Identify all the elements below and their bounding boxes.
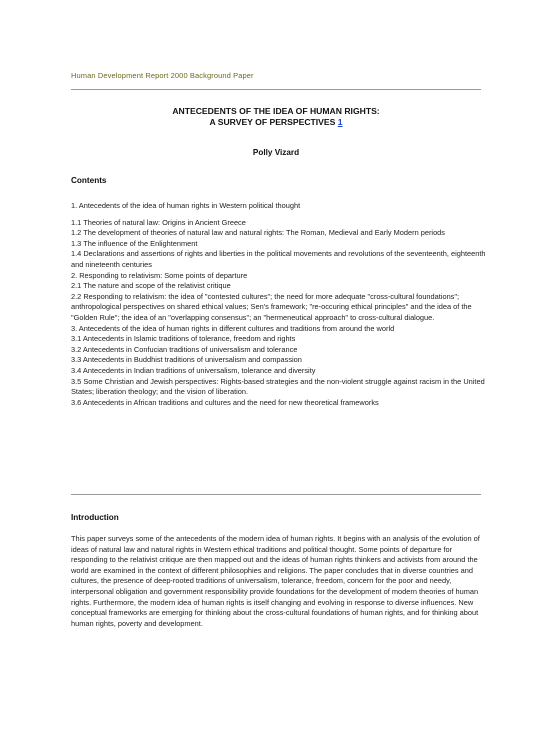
- toc-item: 2.1 The nature and scope of the relativist critique: [71, 281, 231, 291]
- toc-item: 3.4 Antecedents in Indian traditions of universalism, tolerance and diversity: [71, 365, 316, 375]
- toc-item: 1.3 The influence of the Enlightenment: [71, 238, 198, 248]
- title-line-2-text: A SURVEY OF PERSPECTIVES: [209, 117, 336, 127]
- toc-item: 1. Antecedents of the idea of human rights in Western political thought: [71, 201, 301, 210]
- toc-item: 3.5 Some Christian and Jewish perspectives: Rights-based strategies and the non-violent struggle against racism in the United States; liberation theology; and the vision of liberation.: [71, 376, 485, 397]
- introduction-heading: Introduction: [71, 513, 119, 522]
- document-title: [71, 106, 481, 128]
- footnote-link[interactable]: 1: [337, 117, 343, 127]
- middle-divider: [71, 494, 481, 495]
- toc-item: 1.4 Declarations and assertions of rights and liberties in the political movements and revolutions of the seventeenth, eighteenth and nineteenth centuries: [71, 249, 486, 269]
- title-line-2: [71, 117, 481, 128]
- author-name: Polly Vizard: [252, 148, 300, 157]
- table-of-contents: [71, 201, 491, 408]
- toc-item: 1.2 The development of theories of natural law and natural rights: The Roman, Medieval and Early Modern periods: [71, 228, 445, 238]
- toc-item: 2.2 Responding to relativism: the idea of "contested cultures"; the need for more adequate "cross-cultural foundations"; anthropological perspectives on shared ethical values; Sen's framework; "re-occuring ethical principles" and the idea of the "Golden Rule"; the idea of an "overlapping consensus"; an "hermeneutical approach" to cross-cultural dialogue.: [71, 291, 472, 322]
- top-divider: [71, 89, 481, 90]
- title-line-1: ANTECEDENTS OF THE IDEA OF HUMAN RIGHTS:: [172, 106, 380, 116]
- toc-item: 3.6 Antecedents in African traditions and cultures and the need for new theoretical frameworks: [71, 397, 379, 407]
- toc-item: 3. Antecedents of the idea of human rights in different cultures and traditions from around the world: [71, 323, 395, 333]
- toc-item: 2. Responding to relativism: Some points of departure: [71, 270, 248, 280]
- toc-item: 3.2 Antecedents in Confucian traditions of universalism and tolerance: [71, 344, 298, 354]
- introduction-body: This paper surveys some of the antecedents of the modern idea of human rights. It begins with an analysis of the evolution of ideas of natural law and natural rights in Western ethical traditions and political thought. Some points of departure for responding to the relativist critique are then mapped out and the ideas of human rights thinkers and activists from around the world are examined in the context of different philosophies and religions. The paper concludes that in diverse countries and cultures, the presence of deep-rooted traditions of universalism, tolerance, freedom, concern for the poor and needy, interpersonal obligation and government responsibility provide foundations for the development of modern theories of human rights. Furthermore, the modern idea of human rights is itself changing and evolving in response to diverse influences. New conceptual frameworks are emerging for thinking about the cross-cultural foundations of human rights, and for thinking about human rights, poverty and development.: [71, 534, 480, 628]
- toc-item: 3.1 Antecedents in Islamic traditions of tolerance, freedom and rights: [71, 334, 296, 344]
- toc-item: 1.1 Theories of natural law: Origins in Ancient Greece: [71, 217, 246, 227]
- contents-heading: Contents: [71, 176, 107, 185]
- toc-item: 3.3 Antecedents in Buddhist traditions of universalism and compassion: [71, 355, 302, 365]
- header-note: Human Development Report 2000 Background Paper: [71, 71, 254, 80]
